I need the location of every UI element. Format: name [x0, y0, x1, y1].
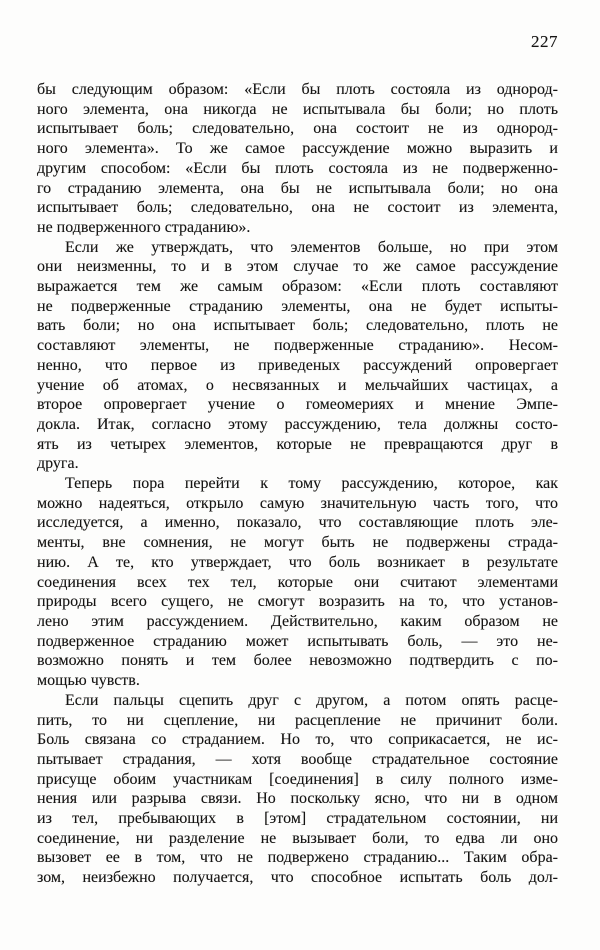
text-line: нию. А те, кто утверждает, что боль возникает в результате: [37, 553, 558, 571]
text-line: нения или разрыва связи. Но поскольку ясно, что ни в одном: [37, 790, 558, 808]
text-line: соединения всех тех тел, которые они считают элементами: [37, 573, 558, 591]
text-line: природы всего сущего, не смогут возразить на то, что установ-: [37, 593, 558, 611]
text-line: пытывает страдания, — хотя вообще страдательное состояние: [37, 750, 558, 768]
text-line: Боль связана со страданием. Но то, что соприкасается, не ис-: [37, 731, 558, 749]
paragraph: [37, 691, 558, 888]
text-line: возможно понять и тем более невозможно подтвердить с по-: [37, 652, 558, 670]
text-line: зом, неизбежно получается, что способное испытать боль дол-: [37, 869, 558, 887]
text-line: присуще обоим участникам [соединения] в силу полного изме-: [37, 770, 558, 788]
text-line: друга.: [37, 455, 79, 473]
text-line: менты, вне сомнения, не могут быть не подвержены страда-: [37, 534, 558, 552]
text-line: второе опровергает учение о гомеомериях и мнение Эмпе-: [37, 396, 558, 414]
text-line: Теперь пора перейти к тому рассуждению, которое, как: [65, 475, 558, 493]
page-number: 227: [531, 32, 558, 51]
text-line: не подверженные страданию элементы, она не будет испыты-: [37, 297, 558, 315]
text-line: соединение, ни разделение не вызывает боли, то едва ли оно: [37, 829, 558, 847]
text-line: лено этим рассуждением. Действительно, каким образом не: [37, 612, 558, 630]
text-line: бы следующим образом: «Если бы плоть состояла из однород-: [37, 81, 558, 98]
text-line: ного элемента, она никогда не испытывала бы боли; но плоть: [37, 100, 558, 118]
text-line: учение об атомах, о несвязанных и мельчайших частицах, а: [37, 376, 558, 394]
text-line: выражается тем же самым образом: «Если плоть составляют: [37, 278, 558, 296]
text-line: Если пальцы сцепить друг с другом, а потом опять расце-: [65, 691, 558, 709]
paragraph: [37, 238, 558, 474]
text-line: докла. Итак, согласно этому рассуждению, тела должны состо-: [37, 415, 558, 433]
text-block: [37, 80, 558, 888]
text-line: вызовет ее в том, что не подвержено страданию... Таким обра-: [37, 849, 558, 867]
text-line: можно надеяться, открыло самую значительную часть того, что: [37, 494, 558, 512]
text-line: не подверженного страданию».: [37, 218, 251, 236]
text-line: другим способом: «Если бы плоть состояла из не подверженно-: [37, 159, 558, 177]
text-line: из тел, пребывающих в [этом] страдательном состоянии, ни: [37, 810, 558, 828]
text-line: испытывает боль; следовательно, она состоит не из однород-: [37, 120, 558, 138]
text-line: подверженное страданию может испытывать боль, — это не-: [37, 632, 558, 650]
text-line: исследуется, а именно, показало, что составляющие плоть эле-: [37, 514, 558, 532]
text-line: испытывает боль; следовательно, она не состоит из элемента,: [37, 199, 558, 217]
text-line: они неизменны, то и в этом случае то же самое рассуждение: [37, 258, 558, 276]
text-line: пить, то ни сцепление, ни расцепление не причинит боли.: [37, 711, 558, 729]
paragraph: [37, 80, 558, 238]
text-line: Если же утверждать, что элементов больше, но при этом: [65, 238, 558, 256]
text-line: мощью чувств.: [37, 672, 140, 690]
text-line: ненно, что первое из приведеных рассуждений опровергает: [37, 356, 558, 374]
text-line: ять из четырех элементов, которые не превращаются друг в: [37, 435, 558, 453]
text-line: вать боли; но она испытывает боль; следовательно, плоть не: [37, 317, 558, 335]
paragraph: [37, 474, 558, 691]
text-line: го страданию элемента, она бы не испытывала боли; но она: [37, 179, 558, 197]
text-line: составляют элементы, не подверженные страданию». Несом-: [37, 337, 558, 355]
text-line: ного элемента». То же самое рассуждение можно выразить и: [37, 140, 558, 158]
